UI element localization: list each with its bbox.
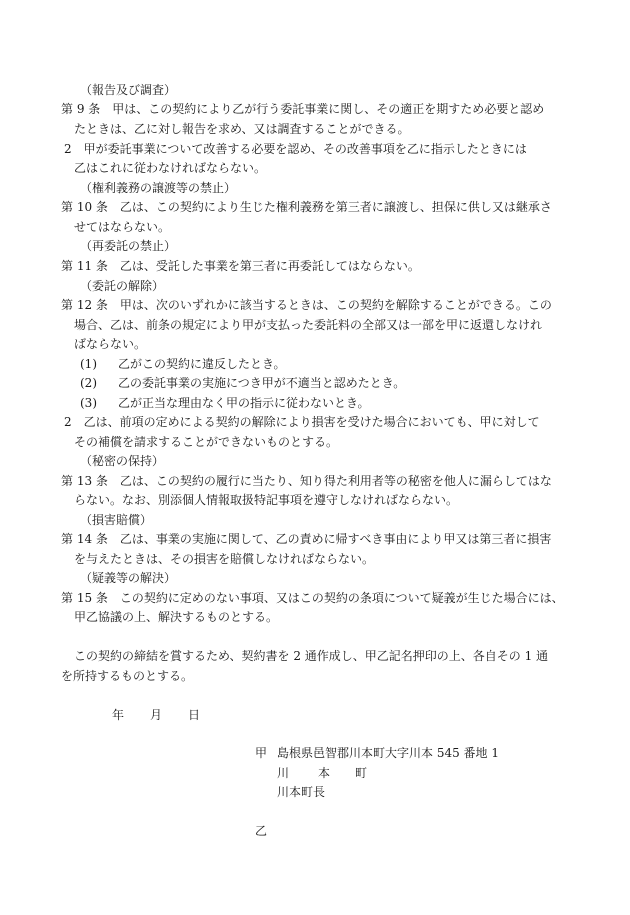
party-a-name-char: 本 xyxy=(318,766,331,780)
article-13-line-2: らない。なお、別添個人情報取扱特記事項を遵守しなければならない。 xyxy=(74,493,459,507)
closing-line-1: この契約の締結を賞するため、契約書を 2 通作成し、甲乙記名押印の上、各自その 1 通 xyxy=(74,649,549,663)
article-12-line-1: 第 12 条 甲は、次のいずれかに該当するときは、この契約を解除することができる。この xyxy=(61,298,552,312)
article-9-line-1: 第 9 条 甲は、この契約により乙が行う委託事業に関し、その適正を期すため必要と認め xyxy=(61,102,545,116)
heading-subcontract-prohibition: （再委託の禁止） xyxy=(80,239,177,253)
list-item xyxy=(80,375,405,391)
party-a-label: 甲 xyxy=(255,746,268,760)
list-item-text: 乙がこの契約に違反したとき。 xyxy=(118,357,286,371)
article-12-line-3: ばならない。 xyxy=(74,337,147,351)
date-day: 日 xyxy=(188,708,201,722)
list-item-number: (1) xyxy=(80,357,97,371)
list-item-text: 乙の委託事業の実施につき甲が不適当と認めたとき。 xyxy=(118,376,406,390)
heading-dispute-resolution: （疑義等の解決） xyxy=(80,571,177,585)
party-a-title: 川本町長 xyxy=(277,785,326,799)
party-a-name-char: 川 xyxy=(277,766,290,780)
article-10-line-2: せてはならない。 xyxy=(74,220,171,234)
heading-rights-transfer-prohibition: （権利義務の譲渡等の禁止） xyxy=(80,181,237,195)
party-a-address: 島根県邑智郡川本町大字川本 545 番地 1 xyxy=(277,746,499,760)
heading-report-investigation: （報告及び調査） xyxy=(80,83,177,97)
heading-confidentiality: （秘密の保持） xyxy=(80,454,165,468)
list-item-number: (3) xyxy=(80,396,97,410)
article-12-para-2-line-2: その補償を請求することができないものとする。 xyxy=(74,435,339,449)
date-month: 月 xyxy=(150,708,163,722)
heading-cancellation: （委託の解除） xyxy=(80,279,165,293)
heading-damages: （損害賠償） xyxy=(80,513,153,527)
article-15-line-2: 甲乙協議の上、解決するものとする。 xyxy=(74,610,279,624)
article-12-line-2: 場合、乙は、前条の規定により甲が支払った委託料の全部又は一部を甲に返還しなけれ xyxy=(74,318,543,332)
article-10-line-1: 第 10 条 乙は、この契約により生じた権利義務を第三者に譲渡し、担保に供し又は継承さ xyxy=(61,200,552,214)
article-11-line-1: 第 11 条 乙は、受託した事業を第三者に再委託してはならない。 xyxy=(61,259,420,273)
article-15-line-1: 第 15 条 この契約に定めのない事項、又はこの契約の条項について疑義が生じた場合には、 xyxy=(61,591,564,605)
article-9-para-2-line-1: 2 甲が委託事業について改善する必要を認め、その改善事項を乙に指示したときには xyxy=(64,142,527,156)
date-year: 年 xyxy=(112,708,125,722)
list-item xyxy=(80,356,286,372)
party-a-name-char: 町 xyxy=(355,766,368,780)
party-b-label: 乙 xyxy=(255,824,268,838)
article-13-line-1: 第 13 条 乙は、この契約の履行に当たり、知り得た利用者等の秘密を他人に漏らしてはな xyxy=(61,474,552,488)
article-14-line-2: を与えたときは、その損害を賠償しなければならない。 xyxy=(74,552,375,566)
closing-line-2: を所持するものとする。 xyxy=(61,669,194,683)
list-item xyxy=(80,395,370,411)
article-9-line-2: たときは、乙に対し報告を求め、又は調査することができる。 xyxy=(74,122,410,136)
list-item-text: 乙が正当な理由なく甲の指示に従わないとき。 xyxy=(118,396,370,410)
article-9-para-2-line-2: 乙はこれに従わなければならない。 xyxy=(74,161,267,175)
article-12-para-2-line-1: 2 乙は、前項の定めによる契約の解除により損害を受けた場合においても、甲に対して xyxy=(64,415,540,429)
list-item-number: (2) xyxy=(80,376,97,390)
article-14-line-1: 第 14 条 乙は、事業の実施に関して、乙の責めに帰すべき事由により甲又は第三者に損害 xyxy=(61,532,552,546)
